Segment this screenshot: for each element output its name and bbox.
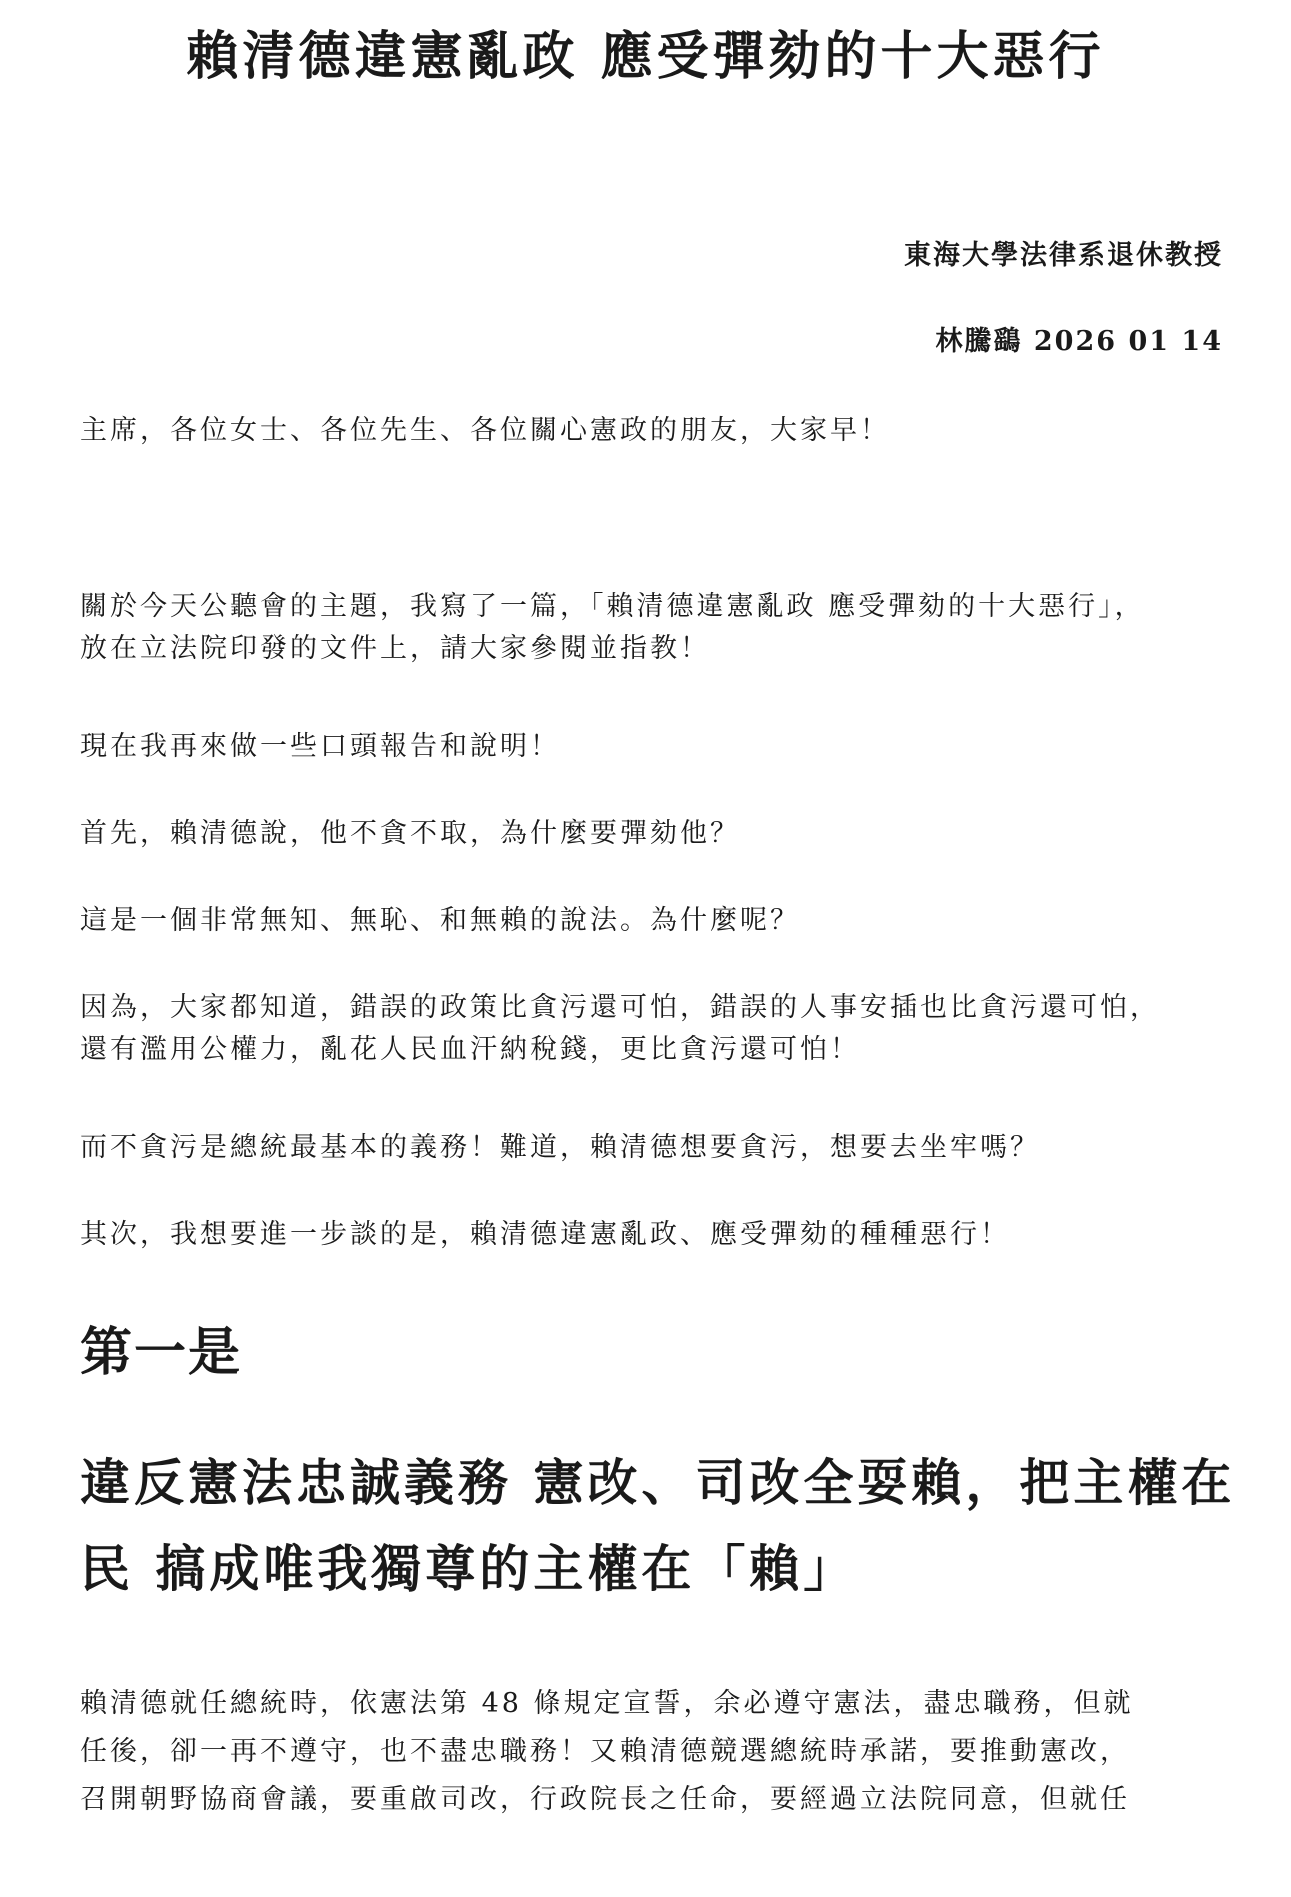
paragraph-line: 現在我再來做一些口頭報告和說明！ <box>80 731 560 762</box>
paragraph-line: 關於今天公聽會的主題，我寫了一篇，「賴清德違憲亂政 應受彈劾的十大惡行」， <box>80 591 1145 622</box>
paragraph-line: 放在立法院印發的文件上，請大家參閱並指教！ <box>80 633 710 664</box>
paragraph-next <box>80 1214 1225 1256</box>
author-affiliation: 東海大學法律系退休教授 <box>904 240 1223 271</box>
paragraph-oral-report <box>80 726 1225 768</box>
paragraph-statement <box>80 900 1225 942</box>
section-title <box>80 1448 1240 1604</box>
paragraph-topic <box>80 586 1225 670</box>
author-name-date: 林騰鷂 2026 01 14 <box>935 326 1223 357</box>
paragraph-line: 因為，大家都知道，錯誤的政策比貪污還可怕，錯誤的人事安插也比貪污還可怕， <box>80 992 1160 1023</box>
body-line: 召開朝野協商會議，要重啟司改，行政院長之任命，要經過立法院同意，但就任 <box>80 1784 1130 1815</box>
section-title-line: 民 搞成唯我獨尊的主權在「賴」 <box>80 1539 858 1598</box>
paragraph-line: 這是一個非常無知、無恥、和無賴的說法。為什麼呢？ <box>80 905 800 936</box>
section-heading: 第一是 <box>80 1322 243 1383</box>
paragraph-reason <box>80 987 1225 1071</box>
paragraph-line: 其次，我想要進一步談的是，賴清德違憲亂政、應受彈劾的種種惡行！ <box>80 1219 1010 1250</box>
paragraph-duty <box>80 1127 1225 1169</box>
body-line: 任後，卻一再不遵守，也不盡忠職務！又賴清德競選總統時承諾，要推動憲改， <box>80 1736 1130 1767</box>
paragraph-line: 而不貪污是總統最基本的義務！難道，賴清德想要貪污，想要去坐牢嗎？ <box>80 1132 1040 1163</box>
paragraph-first-point <box>80 813 1225 855</box>
document-title: 賴清德違憲亂政 應受彈劾的十大惡行 <box>186 26 1105 87</box>
paragraph-line: 首先，賴清德說，他不貪不取，為什麼要彈劾他？ <box>80 818 740 849</box>
paragraph-line: 還有濫用公權力，亂花人民血汗納稅錢，更比貪污還可怕！ <box>80 1034 860 1065</box>
body-line: 賴清德就任總統時，依憲法第 48 條規定宣誓，余必遵守憲法，盡忠職務，但就 <box>80 1688 1134 1719</box>
section-title-line: 違反憲法忠誠義務 憲改、司改全耍賴，把主權在 <box>80 1453 1236 1512</box>
paragraph-line: 主席，各位女士、各位先生、各位關心憲政的朋友，大家早！ <box>80 415 890 446</box>
body-paragraph <box>80 1680 1225 1824</box>
paragraph-greeting <box>80 410 1225 452</box>
